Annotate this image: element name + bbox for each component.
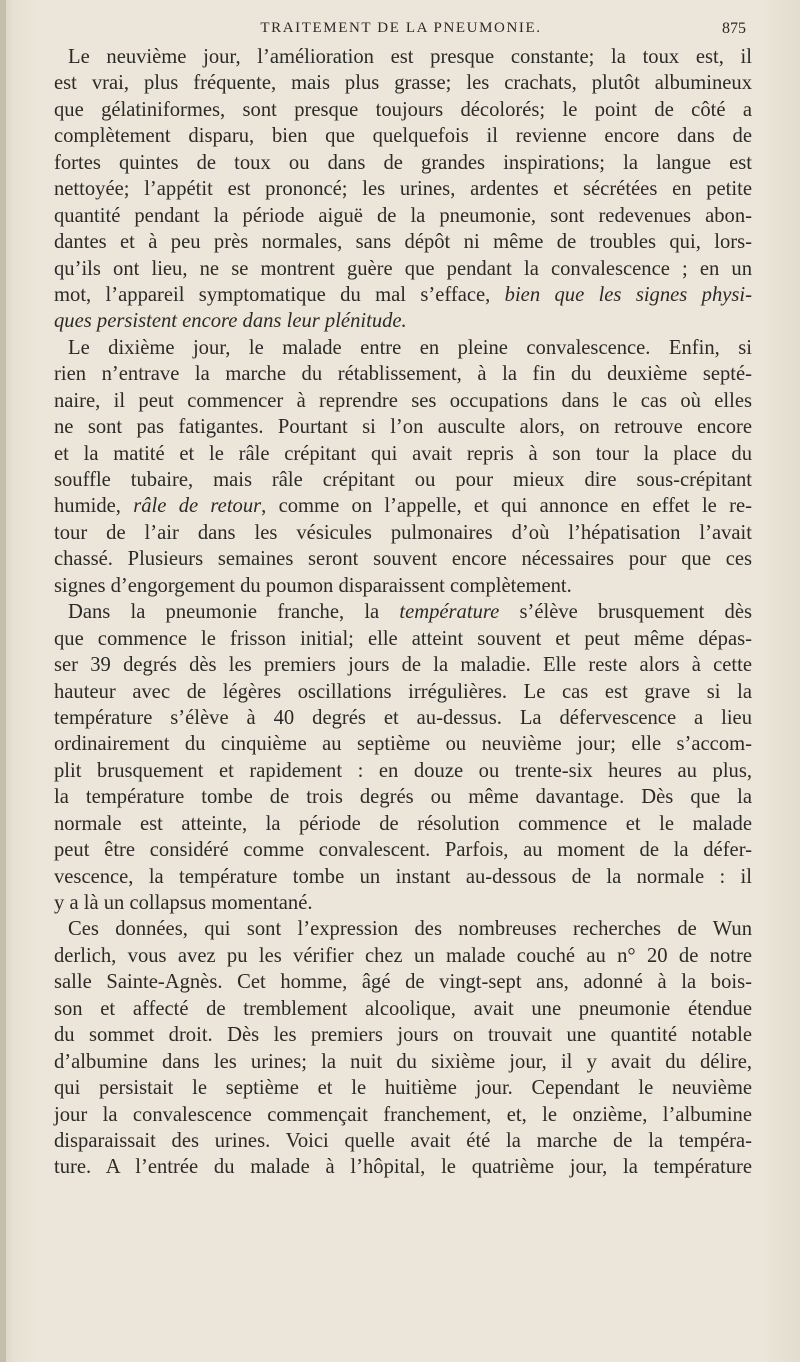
- text-run: Le neuvième jour, l’amélioration est presque constante; la toux est, il: [68, 46, 752, 68]
- page-gutter-shadow: [0, 0, 6, 1362]
- text-run: hauteur avec de légères oscillations irrégulières. Le cas est grave si la: [54, 680, 752, 703]
- text-run: d’albumine dans les urines; la nuit du sixième jour, il y avait du délire,: [54, 1050, 752, 1073]
- text-run: derlich, vous avez pu les vérifier chez un malade couché au n° 20 de notre: [54, 944, 752, 967]
- text-run: fortes quintes de toux ou dans de grandes inspirations; la langue est: [54, 151, 752, 174]
- text-line: [54, 573, 752, 599]
- text-run: Le dixième jour, le malade entre en pleine convalescence. Enfin, si: [68, 336, 752, 359]
- text-line: [54, 70, 752, 96]
- text-line: [54, 784, 752, 810]
- text-run: humide,: [54, 495, 134, 518]
- text-run: chassé. Plusieurs semaines seront souvent encore nécessaires pour que ces: [54, 548, 752, 571]
- text-line: [54, 282, 752, 308]
- text-run: Ces données, qui sont l’expression des nombreuses recherches de Wun: [68, 918, 752, 941]
- text-run: naire, il peut commencer à reprendre ses occupations dans le cas où elles: [54, 389, 752, 412]
- text-run: complètement disparu, bien que quelquefois il revienne encore dans de: [54, 125, 752, 148]
- text-line: [54, 414, 752, 440]
- text-line: [54, 837, 752, 863]
- text-run: du sommet droit. Dès les premiers jours on trouvait une quantité notable: [54, 1024, 752, 1047]
- page-number: 875: [722, 20, 746, 37]
- text-line: [54, 996, 752, 1022]
- text-run: température s’élève à 40 degrés et au-dessus. La défervescence a lieu: [54, 706, 752, 729]
- text-run: que gélatiniformes, sont presque toujours décolorés; le point de côté a: [54, 98, 752, 121]
- text-run: jour la convalescence commençait franchement, et, le onzième, l’albumine: [54, 1103, 752, 1126]
- text-run: y a là un collapsus momentané.: [54, 892, 313, 914]
- text-line: [54, 652, 752, 678]
- italic-text: râle de retour: [133, 495, 262, 518]
- text-run: ser 39 degrés dès les premiers jours de la maladie. Elle reste alors à cette: [54, 654, 752, 677]
- text-run: tour de l’air dans les vésicules pulmonaires d’où l’hépatisation l’avait: [54, 521, 752, 544]
- text-line: [54, 520, 752, 546]
- text-line: [54, 150, 752, 176]
- text-run: souffle tubaire, mais râle crépitant ou pour mieux dire sous-crépitant: [54, 469, 752, 491]
- text-run: ture. A l’entrée du malade à l’hôpital, le quatrième jour, la température: [54, 1156, 752, 1179]
- text-line: [54, 1128, 752, 1154]
- text-run: peut être considéré comme convalescent. Parfois, au moment de la défer-: [54, 839, 752, 862]
- text-line: [54, 864, 752, 890]
- text-line: [54, 467, 752, 493]
- text-line: [54, 969, 752, 995]
- text-run: salle Sainte-Agnès. Cet homme, âgé de vingt-sept ans, adonné à la bois-: [54, 971, 752, 994]
- text-line: [54, 1102, 752, 1128]
- italic-text: température: [399, 601, 500, 624]
- text-line: [54, 97, 752, 123]
- text-run: s’élève brusquement dès: [499, 601, 752, 624]
- running-head: [56, 18, 746, 44]
- italic-text: bien que les signes physi-: [504, 283, 752, 306]
- text-run: mot, l’appareil symptomatique du mal s’efface,: [54, 283, 505, 306]
- text-line: [54, 44, 752, 70]
- text-run: est vrai, plus fréquente, mais plus grasse; les crachats, plutôt albumineux: [54, 72, 752, 95]
- text-line: [54, 1154, 752, 1180]
- text-run: rien n’entrave la marche du rétablissement, à la fin du deuxième septé-: [54, 363, 752, 386]
- text-line: [54, 1022, 752, 1048]
- text-line: [54, 441, 752, 467]
- text-line: [54, 705, 752, 731]
- text-run: disparaissait des urines. Voici quelle avait été la marche de la tempéra-: [54, 1129, 752, 1152]
- text-line: [54, 626, 752, 652]
- text-run: dantes et à peu près normales, sans dépôt ni même de troubles qui, lors-: [54, 231, 752, 254]
- text-line: [54, 335, 752, 361]
- text-run: qui persistait le septième et le huitième jour. Cependant le neuvième: [54, 1077, 752, 1100]
- text-run: la température tombe de trois degrés ou même davantage. Dès que la: [54, 786, 752, 809]
- text-run: plit brusquement et rapidement : en douze ou trente-six heures au plus,: [54, 759, 752, 782]
- text-run: son et affecté de tremblement alcoolique, avait une pneumonie étendue: [54, 997, 752, 1020]
- text-run: normale est atteinte, la période de résolution commence et le malade: [54, 812, 752, 835]
- text-run: ne sont pas fatigantes. Pourtant si l’on ausculte alors, on retrouve encore: [54, 416, 752, 439]
- text-line: [54, 599, 752, 625]
- text-line: [54, 388, 752, 414]
- text-line: [54, 123, 752, 149]
- text-line: [54, 1049, 752, 1075]
- text-line: [54, 811, 752, 837]
- text-run: et la matité et le râle crépitant qui avait repris à son tour la place du: [54, 442, 752, 465]
- text-line: [54, 361, 752, 387]
- text-run: , comme on l’appelle, et qui annonce en effet le re-: [261, 495, 752, 518]
- text-line: [54, 256, 752, 282]
- text-run: que commence le frisson initial; elle atteint souvent et peut même dépas-: [54, 627, 752, 650]
- text-line: [54, 731, 752, 757]
- italic-text: ques persistent encore dans leur plénitude.: [54, 310, 407, 333]
- text-line: [54, 758, 752, 784]
- text-line: [54, 176, 752, 202]
- text-line: [54, 890, 752, 916]
- text-line: [54, 916, 752, 942]
- text-line: [54, 229, 752, 255]
- text-run: signes d’engorgement du poumon disparaissent complètement.: [54, 574, 572, 597]
- text-line: [54, 1075, 752, 1101]
- text-line: [54, 546, 752, 572]
- text-run: vescence, la température tombe un instant au-dessous de la normale : il: [54, 865, 752, 888]
- text-line: [54, 203, 752, 229]
- text-run: Dans la pneumonie franche, la: [68, 601, 400, 624]
- text-line: [54, 493, 752, 519]
- text-line: [54, 679, 752, 705]
- text-run: quantité pendant la période aiguë de la pneumonie, sont redevenues abon-: [54, 204, 752, 227]
- text-run: qu’ils ont lieu, ne se montrent guère que pendant la convalescence ; en un: [54, 257, 752, 280]
- running-title: TRAITEMENT DE LA PNEUMONIE.: [260, 20, 542, 36]
- body-text: [54, 44, 752, 1181]
- text-run: nettoyée; l’appétit est prononcé; les urines, ardentes et sécrétées en petite: [54, 178, 752, 201]
- text-run: ordinairement du cinquième au septième ou neuvième jour; elle s’accom-: [54, 733, 752, 756]
- text-line: [54, 308, 752, 334]
- text-line: [54, 943, 752, 969]
